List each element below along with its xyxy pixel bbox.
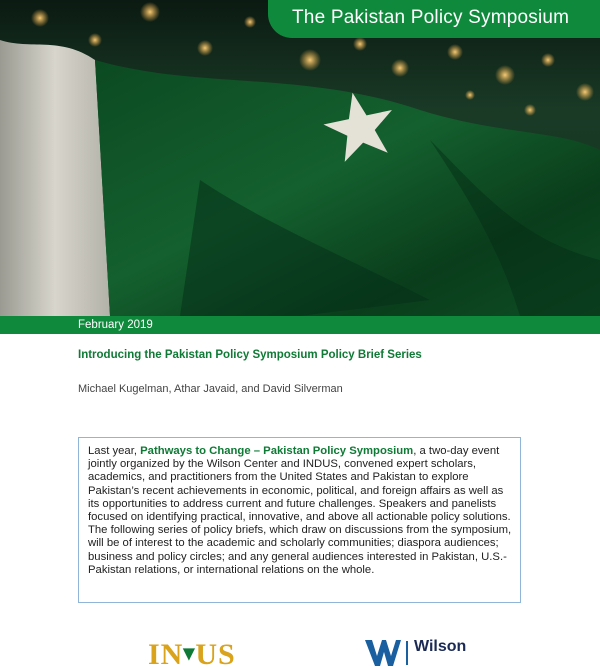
eagle-icon: ▾ [183, 640, 196, 665]
publication-title-banner [268, 0, 600, 38]
pakistan-flag-illustration [0, 0, 600, 316]
wilson-center-logo [365, 638, 505, 668]
indus-logo-text-right: US [195, 638, 236, 668]
banner-title: The Pakistan Policy Symposium [292, 7, 570, 28]
summary-lead: Last year, [88, 445, 141, 457]
hero-flag-image [0, 0, 600, 316]
summary-box [78, 437, 521, 603]
wilson-w-icon [365, 640, 401, 666]
wilson-logo-divider [406, 641, 408, 665]
wilson-logo-text: Wilson [414, 638, 467, 655]
author-list: Michael Kugelman, Athar Javaid, and David Silverman [78, 383, 343, 395]
date-bar [0, 316, 600, 334]
publication-date: February 2019 [78, 319, 153, 331]
brief-intro-title: Introducing the Pakistan Policy Symposium Policy Brief Series [78, 349, 422, 361]
symposium-name-highlight: Pathways to Change – Pakistan Policy Symposium [140, 445, 414, 457]
indus-logo-text-left: IN [148, 638, 184, 668]
summary-body: , a two-day event jointly organized by the Wilson Center and INDUS, convened expert scholars, academics, and practitioners from the United States and Pakistan to explore Pakistan’s recent achievements in economic, political, and foreign affairs as well as its opportunities to address current and future challenges. Speakers and panelists focused on identifying practical, innovative, and above all actionable policy solutions. The following series of policy briefs, which draw on discussions from the symposium, will be of interest to the academic and scholarly communities; diaspora audiences; business and policy circles; and any general audiences interested in Pakistan, U.S.-Pakistan relations, or international relations on the whole. [88, 445, 512, 576]
indus-logo [148, 638, 268, 668]
